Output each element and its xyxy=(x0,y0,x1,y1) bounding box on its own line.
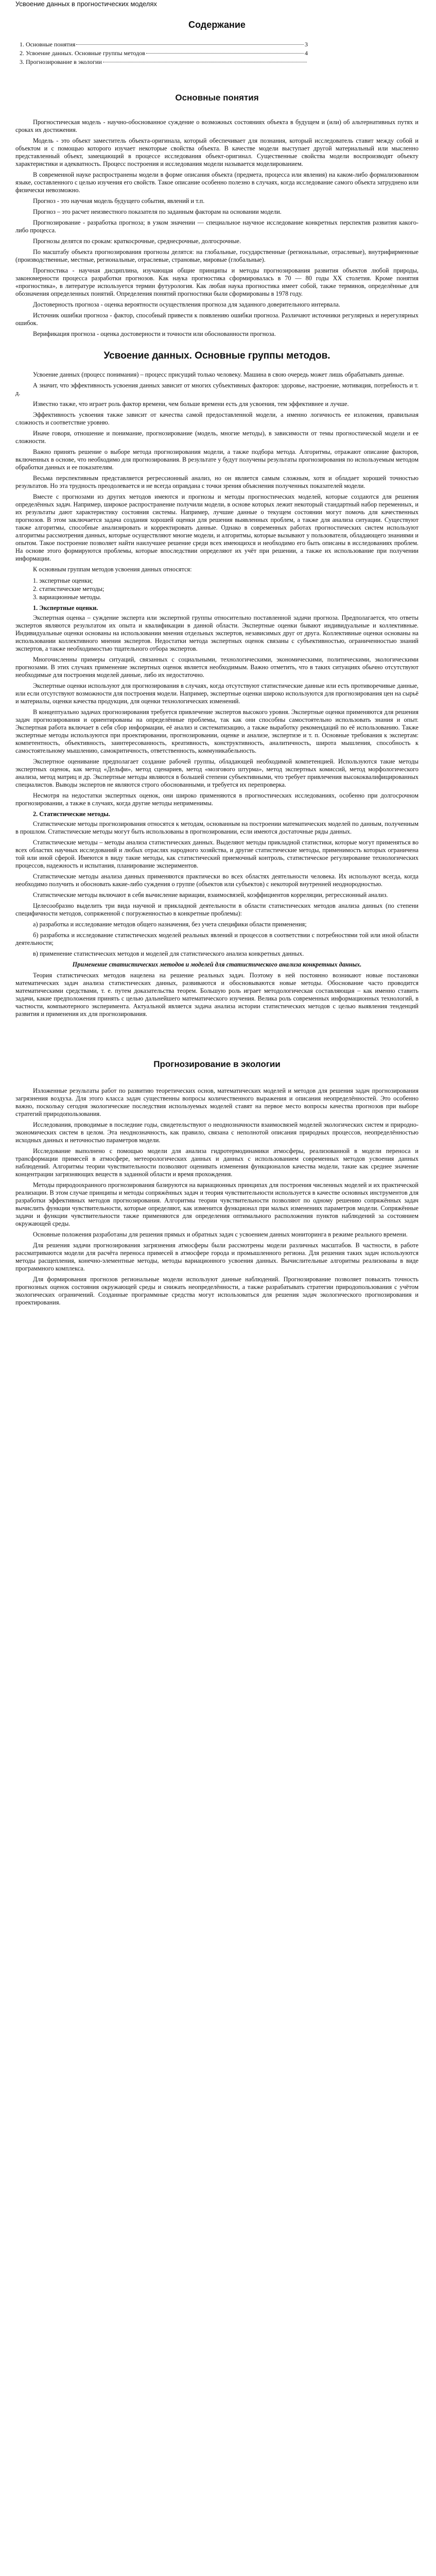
section-ecology-forecasting xyxy=(15,1087,418,1307)
toc-item[interactable] xyxy=(20,49,308,57)
paragraph: Вместе с прогнозами из других методов имеются и прогнозы и методы прогностических моделей, которые создаются для решения определённых задач. Например, широкое распространение получили модели, в основе которых лежит некоторый стандартный набор переменных, и их результаты дают характеристику состояния системы. Например, лучшие данные о текущем состоянии могут помочь для качественных прогнозов. В этом заключается задача создания хорошей оценки для решения выявленных проблем, а также для анализа ситуации. Существуют также алгоритмы, способные анализировать и корректировать данные. Однако в современных работах прогностических систем используют алгоритмы рассмотрения данных, которые осуществляют многие модели, и алгоритмы, которые вызывают у пользователя, обладающего знаниями и опытом. Такое построение позволяет найти наилучшее решение среди всех имеющихся и необходимо его быть описаны в исследованиях проблем. На основе этого формируются проблемы, которые впоследствии определяют их учёт при решении, а также их использование при получении информации. xyxy=(15,493,418,562)
section-heading-data-assimilation: Усвоение данных. Основные группы методов. xyxy=(103,350,330,361)
toc-item[interactable] xyxy=(20,58,308,66)
paragraph: Целесообразно выделить три вида научной и прикладной деятельности в области статистических методов анализа данных (по степени специфичности методов, сопряженной с погруженностью в конкретные проблемы): xyxy=(15,902,418,917)
paragraph: Прогноз – это расчет неизвестного показателя по заданным факторам на основании модели. xyxy=(33,208,282,215)
paragraph: Несмотря на недостатки экспертных оценок, они широко применяются в прогностических исследованиях, особенно при долгосрочном прогнозировании, а также в случаях, когда другие методы неприменимы. xyxy=(15,792,418,807)
paragraph: Прогноз - это научная модель будущего события, явлений и т.п. xyxy=(33,197,205,205)
list-item: 2. статистические методы; xyxy=(33,585,104,592)
toc-item[interactable] xyxy=(20,41,308,48)
paragraph: Эффективность усвоения также зависит от качества самой предоставленной модели, а именно логичность ее изложения, правильная сложность и соответствие уровню. xyxy=(15,411,418,426)
paragraph: Модель - это объект заместитель объекта-оригинала, который обеспечивает для познания, который исследователь ставит между собой и объектом и с помощью которого изучает некоторые свойства объекта. В качестве модели выступает другой материальный или мысленно представленный объект, замещающий в процессе исследования объект-оригинал. Существенные свойства модели воспроизводят объекту характеристики и адекватность. Процесс построения и исследования модели называется моделированием. xyxy=(15,137,418,167)
paragraph: Достоверность прогноза - оценка вероятности осуществления прогноза для заданного доверительного интервала. xyxy=(33,301,340,308)
paragraph: Прогнозы делятся по срокам: краткосрочные, среднесрочные, долгосрочные. xyxy=(33,238,241,245)
subheading-statistical-methods: 2. Статистические методы. xyxy=(33,810,110,818)
document-title: Усвоение данных в прогностических моделях xyxy=(15,0,157,8)
paragraph: Методы природоохранного прогнозирования базируются на вариационных принципах для построения численных моделей и их практической реализации. В этом случае принципы и методы сопряжённых задач и теория чувствительности используется в качестве основных инструментов для разработки эффективных методов прогнозирования. Алгоритмы теории чувствительности позволяют по одному решению сопряжённых задач вычислить функции чувствительности, которые определяют, как изменится функционал при малых изменениях параметров модели. Сопряжённые задачи и функции чувствительности также применяются для определения оптимального расположения пунктов наблюдений за состоянием окружающей среды. xyxy=(15,1181,418,1227)
table-of-contents xyxy=(15,41,418,66)
paragraph: В концептуально задачах прогнозирования требуется привлечение экспертов высокого уровня. Экспертные оценки применяются для решения задач прогнозирования и ориентированы на определённые проблемы, так как они способны самостоятельно использовать знания и опыт. Экспертная работа включает в себя сбор информации, её анализ и систематизацию, а также выработку рекомендаций по её использованию. Также экспертные методы используются при проектировании, прогнозировании, оценке и анализе, экспертизе и т. п. Основные требования к экспертам: компетентность, объективность, заинтересованность, креативность, конструктивность, аналитичность, широта мышления, способность к самостоятельному мышлению, самокритичность, ответственность, коммуникабельность. xyxy=(15,708,418,754)
toc-dot-leader xyxy=(76,44,304,45)
toc-item-label: 2. Усвоение данных. Основные группы методов xyxy=(20,49,145,57)
paragraph: Исследование выполнено с помощью модели для анализа гидротермодинамики атмосферы, реализованной в модели переноса и трансформации примесей в атмосфере, метеорологических данных и данных с использованием современных методов усвоения данных наблюдений. Алгоритмы теории чувствительности позволяют оценивать изменения функционалов качества модели, такие как среднее значение концентрации загрязняющих веществ в заданной области и время прохождения. xyxy=(15,1147,418,1178)
toc-item-page: 4 xyxy=(305,49,308,57)
subheading-expert-estimates: 1. Экспертные оценки. xyxy=(33,604,98,612)
paragraph: Прогнозирование - разработка прогноза; в узком значении — специальное научное исследование конкретных перспектив развития какого-либо процесса. xyxy=(15,219,418,234)
list-item: 1. экспертные оценки; xyxy=(33,577,93,584)
toc-item-label: 1. Основные понятия xyxy=(20,41,76,48)
toc-heading: Содержание xyxy=(188,20,246,30)
paragraph: Статистические методы анализа данных применяются практически во всех областях деятельности человека. Их используют всегда, когда необходимо получить и обосновать какие-либо суждения о группе (объектов или субъектов) с некоторой внутренней неоднородностью. xyxy=(15,873,418,888)
paragraph: По масштабу объекта прогнозирования прогнозы делятся: на глобальные, государственные (региональные, отраслевые), внутрифирменные (производственные, местные, региональные, отраслевые, страновые, мировые (глобальные). xyxy=(15,248,418,263)
paragraph: Исследования, проводимые в последние годы, свидетельствуют о неоднозначности взаимосвязей моделей экологических систем и природно-экономических систем в целом. Эта неоднозначность, как правило, связана с неполнотой описания природных процессов, неопределённостью исходных данных и неточностью параметров модели. xyxy=(15,1121,418,1144)
paragraph: Усвоение данных (процесс понимания) – процесс присущий только человеку. Машина в свою очередь может лишь обрабатывать данные. xyxy=(33,371,405,378)
paragraph: Для решения задачи прогнозирования загрязнения атмосферы были рассмотрены модели различных масштабов. В частности, в работе рассматриваются модели для расчёта переноса примесей в атмосфере города и промышленного региона. Для решения таких задач используются методы расщепления, конечно-элементные методы, методы вариационного усвоения данных. Вычислительные алгоритмы реализованы в виде программного комплекса. xyxy=(15,1242,418,1272)
paragraph: а) разработка и исследование методов общего назначения, без учета специфики области применения; xyxy=(33,921,307,928)
paragraph: Экспертное оценивание предполагает создание рабочей группы, обладающей необходимой компетенцией. Используются такие методы экспертных оценок, как метод «Дельфи», метод сценариев, метод «мозгового штурма», метод экспертных комиссий, метод морфологического анализа, метод матриц и др. Экспертные методы являются в большей степени субъективными, что требует привлечения высококвалифицированных специалистов. Выводы экспертов не являются строго обоснованными, и требуется их перепроверка. xyxy=(15,758,418,788)
paragraph: Изложенные результаты работ по развитию теоретических основ, математических моделей и методов для решения задач прогнозирования загрязнения воздуха. Для этого класса задач существенны вопросы количественного выражения и описания неопределённостей. Это особенно важно, поскольку сегодня экологические последствия используемых моделей ставят на первое место вопросы качества прогнозов при выборе стратегий природопользования. xyxy=(15,1087,418,1117)
paragraph: Весьма перспективным представляется регрессионный анализ, но он является самым сложным, хотя и обладает хорошей точностью результатов. Но эта трудность преодолевается и не всегда оправдана с точки зрения объяснения полученных показателей модели. xyxy=(15,474,418,489)
paragraph: Статистические методы – методы анализа статистических данных. Выделяют методы прикладной статистики, которые могут применяться во всех областях научных исследований и любых отраслях народного хозяйства, и другие статистические методы, применимость которых ограничена той или иной сферой. Имеются в виду такие методы, как статистический приемочный контроль, статистическое регулирование технологических процессов, надежность и испытания, планирование экспериментов. xyxy=(15,839,418,869)
paragraph: Статистические методы включают в себя вычисление вариации, взаимосвязей, коэффициентов корреляции, регрессионный анализ. xyxy=(33,891,388,899)
paragraph: Экспертные оценки используют для прогнозирования в случаях, когда отсутствуют статистические данные или есть противоречивые данные, или если отсутствуют возможности для построения модели. Например, экспертные оценки широко используются для прогнозирования цен на сырьё и материалы, оценки качества продукции, для оценки технологических изменений. xyxy=(15,682,418,705)
list-item: 3. вариационные методы. xyxy=(33,594,101,601)
paragraph: б) разработка и исследование статистических моделей реальных явлений и процессов в соответствии с потребностями той или иной области деятельности; xyxy=(15,931,418,946)
toc-item-label: 3. Прогнозирование в экологии xyxy=(20,58,102,65)
toc-item-page: 3 xyxy=(305,41,308,48)
toc-dot-leader xyxy=(146,53,304,54)
paragraph: Верификация прогноза - оценка достоверности и точности или обоснованности прогноза. xyxy=(33,330,276,337)
paragraph: Статистические методы прогнозирования относятся к методам, основанным на построении математических моделей по данным, полученным в прошлом. Статистические методы могут быть использованы в прогнозировании, если имеются достаточные ряды данных. xyxy=(15,820,418,835)
paragraph: Основные положения разработаны для решения прямых и обратных задач с усвоением данных мониторинга в режиме реального времени. xyxy=(33,1231,408,1238)
methods-list xyxy=(33,577,418,601)
paragraph: Прогностическая модель - научно-обоснованное суждение о возможных состояниях объекта в будущем и (или) об альтернативных путях и сроках их достижения. xyxy=(15,118,418,133)
paragraph: Для формирования прогнозов региональные модели используют данные наблюдений. Прогнозирование позволяет повысить точность прогнозных оценок состояния окружающей среды и снижать неопределённости, а также разрабатывать стратегии природопользования с учётом экологических ограничений. Созданные программные средства могут использоваться для решения задач экологического прогнозирования и проектирования. xyxy=(15,1276,418,1306)
paragraph: Источник ошибки прогноза - фактор, способный привести к появлению ошибки прогноза. Различают источники регулярных и нерегулярных ошибок. xyxy=(15,312,418,327)
paragraph: Прогностика - научная дисциплина, изучающая общие принципы и методы прогнозирования развития объектов любой природы, закономерности процесса разработки прогнозов. Как наука прогностика сформировалась в 70 — 80 годы XX столетия. Кроме понятия «прогностика», в литературе используется термин футурология. Как любая наука прогностика имеет собой, также терминов, определённые для обозначения определенных понятий. Определения понятий прогностики были сформированы в 1978 году. xyxy=(15,267,418,297)
paragraph: К основным группам методов усвоения данных относятся: xyxy=(33,566,192,573)
paragraph: Известно также, что играет роль фактор времени, чем больше времени есть для усвоения, тем эффективнее и лучше. xyxy=(33,400,349,408)
paragraph: Многочисленны примеры ситуаций, связанных с социальными, технологическими, экономическими, политическими, экологическими прогнозами. В этих случаях применение экспертных оценок является необходимым. Важно отметить, что в таких ситуациях обычно отсутствуют необходимые для построения моделей данные, либо их недостаточно. xyxy=(15,656,418,679)
section-basic-concepts xyxy=(15,118,418,338)
paragraph: А значит, что эффективность усвоения данных зависит от многих субъективных факторов: здоровье, настроение, мотивация, потребность и т. д. xyxy=(15,382,418,397)
paragraph: В современной науке распространены модели в форме описания объекта (предмета, процесса или явления) на каком-либо формализованном языке, составленного с целью изучения его свойств. Такое описание особенно полезно в случаях, когда исследование самого объекта затруднено или физически невозможно. xyxy=(15,171,418,194)
paragraph: в) применение статистических методов и моделей для статистического анализа конкретных данных. xyxy=(33,950,304,957)
bold-subtitle: Применение статистических методов и моделей для статистического анализа конкретных данных. xyxy=(72,961,362,968)
section-heading-ecology-forecasting: Прогнозирование в экологии xyxy=(153,1059,281,1069)
paragraph: Теория статистических методов нацелена на решение реальных задач. Поэтому в ней постоянно возникают новые постановки математических задач анализа статистических данных, развиваются и обосновываются новые методы. Обоснование часто проводится математическими средствами, т. е. путем доказательства теорем. Большую роль играет методологическая составляющая – как именно ставить задачи, какие предположения принять с целью дальнейшего математического изучения. Велика роль современных информационных технологий, в частности, компьютерного эксперимента. Актуальной является задача анализа истории статистических методов с целью выявления тенденций развития и применения их для прогнозирования. xyxy=(15,972,418,1018)
paragraph: Иначе говоря, отношение и понимание, прогнозирование (модель, многие методы), в зависимости от темы прогностической модели и ее сложности. xyxy=(15,430,418,445)
paragraph: Экспертная оценка – суждение эксперта или экспертной группы относительно поставленной задачи прогноза. Предполагается, что ответы экспертов являются результатом их опыта и квалификации в данной области. Экспертные оценки бывают индивидуальные и коллективные. Индивидуальные оценки основаны на использовании мнения отдельных экспертов, независимых друг от друга. Коллективные оценки основаны на использовании коллективного мнения экспертов. Недостатки метода экспертных оценок связаны с субъективностью, ограниченностью знаний экспертов, а также необходимостью тщательного отбора экспертов. xyxy=(15,614,418,652)
section-data-assimilation xyxy=(15,371,418,1018)
paragraph: Важно принять решение о выборе метода прогнозирования модели, а также подбора метода. Алгоритмы, отражают описание факторов, включенных в основе, что необходимо для прогнозирования. В результате у будут получены результаты прогнозирования по используемым методом обработки данных и ее показателям. xyxy=(15,448,418,471)
section-heading-basic-concepts: Основные понятия xyxy=(175,93,259,103)
